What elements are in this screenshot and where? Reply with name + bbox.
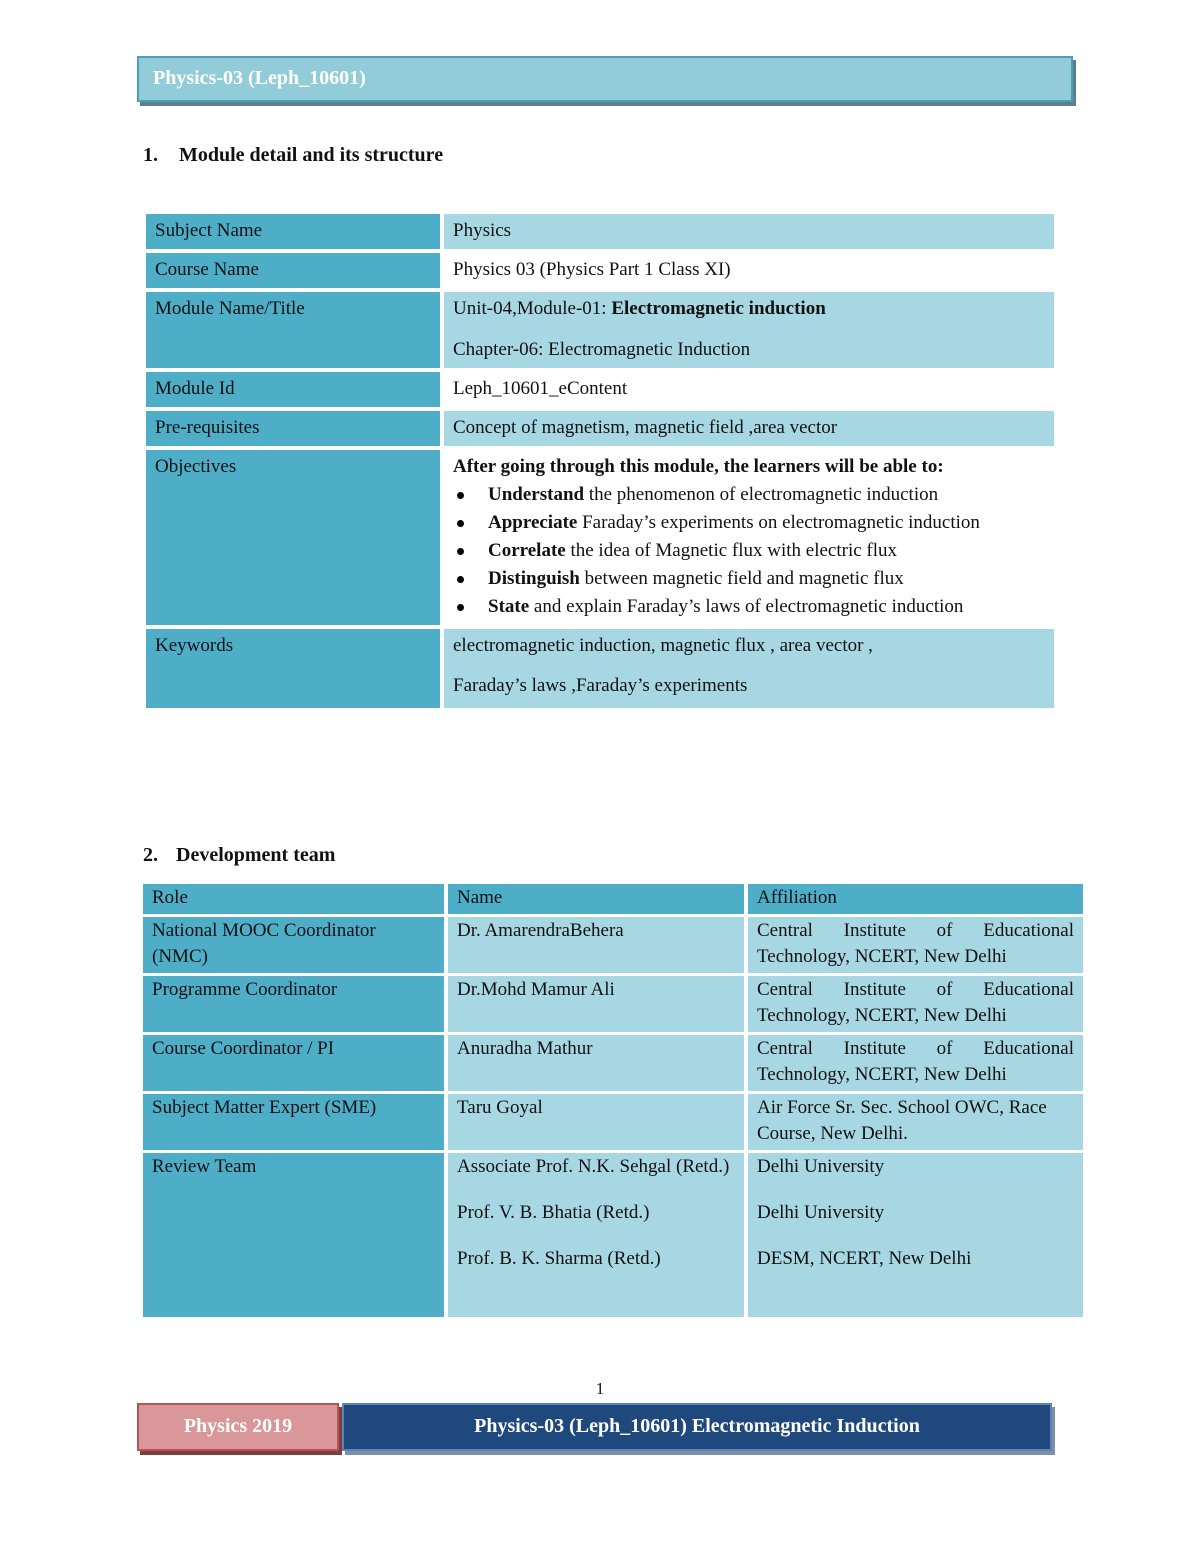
reviewer-name: Associate Prof. N.K. Sehgal (Retd.) <box>457 1156 730 1177</box>
row-label-module-id: Module Id <box>146 372 440 407</box>
module-title-prefix: Unit-04,Module-01: <box>453 298 612 319</box>
table-row <box>146 214 1054 249</box>
table-row <box>146 253 1054 288</box>
table-row <box>146 411 1054 446</box>
cell-name: Anuradha Mathur <box>448 1035 744 1091</box>
table-row <box>143 976 1083 1032</box>
table-row <box>146 292 1054 368</box>
cell-name: Dr.Mohd Mamur Ali <box>448 976 744 1032</box>
objective-text: between magnetic field and magnetic flux <box>579 568 904 589</box>
table-row <box>143 1153 1083 1317</box>
row-label-course: Course Name <box>146 253 440 288</box>
reviewer-name: Prof. V. B. Bhatia (Retd.) <box>457 1202 650 1223</box>
list-item <box>488 565 1045 593</box>
footer-right-banner <box>342 1403 1052 1451</box>
cell-name <box>448 1153 744 1317</box>
table-row <box>143 1035 1083 1091</box>
reviewer-affiliation: Delhi University <box>757 1156 885 1177</box>
cell-role: Programme Coordinator <box>143 976 444 1032</box>
cell-role: Course Coordinator / PI <box>143 1035 444 1091</box>
objective-text: the phenomenon of electromagnetic induction <box>584 484 939 505</box>
section-heading-module-detail <box>143 144 443 167</box>
module-title-bold: Electromagnetic induction <box>611 298 826 319</box>
table-row <box>143 917 1083 973</box>
list-item <box>488 593 1045 621</box>
reviewer-name: Prof. B. K. Sharma (Retd.) <box>457 1248 661 1269</box>
row-value-module-id: Leph_10601_eContent <box>444 372 1054 407</box>
objective-verb: Correlate <box>488 540 566 561</box>
row-value-keywords <box>444 629 1054 708</box>
header-banner <box>137 56 1073 102</box>
objectives-list <box>453 481 1045 621</box>
list-item <box>488 537 1045 565</box>
cell-name: Dr. AmarendraBehera <box>448 917 744 973</box>
list-item <box>488 509 1045 537</box>
row-value-prereq: Concept of magnetism, magnetic field ,area vector <box>444 411 1054 446</box>
section-number: 1. <box>143 144 158 166</box>
cell-role: Subject Matter Expert (SME) <box>143 1094 444 1150</box>
objective-verb: Appreciate <box>488 512 578 533</box>
module-detail-table <box>142 210 1058 712</box>
row-label-module-title: Module Name/Title <box>146 292 440 368</box>
cell-affiliation: Air Force Sr. Sec. School OWC, Race Course, New Delhi. <box>748 1094 1083 1150</box>
reviewer-affiliation: DESM, NCERT, New Delhi <box>757 1248 972 1269</box>
reviewer-affiliation: Delhi University <box>757 1202 885 1223</box>
row-label-subject: Subject Name <box>146 214 440 249</box>
table-row <box>146 450 1054 625</box>
header-title: Physics-03 (Leph_10601) <box>153 67 366 89</box>
section-title: Module detail and its structure <box>179 144 444 166</box>
keywords-line-2: Faraday’s laws ,Faraday’s experiments <box>453 675 748 696</box>
objective-text: Faraday’s experiments on electromagnetic induction <box>577 512 980 533</box>
cell-name: Taru Goyal <box>448 1094 744 1150</box>
row-label-keywords: Keywords <box>146 629 440 708</box>
list-item <box>488 481 1045 509</box>
cell-role: National MOOC Coordinator (NMC) <box>143 917 444 973</box>
development-team-table <box>139 881 1087 1320</box>
section-heading-development-team <box>143 844 335 867</box>
keywords-line-1: electromagnetic induction, magnetic flux , area vector , <box>453 635 873 656</box>
objective-verb: State <box>488 596 530 617</box>
objective-text: and explain Faraday’s laws of electromagnetic induction <box>529 596 964 617</box>
table-header-row <box>143 884 1083 914</box>
table-row <box>146 372 1054 407</box>
row-label-prereq: Pre-requisites <box>146 411 440 446</box>
objectives-intro: After going through this module, the learners will be able to: <box>453 456 944 477</box>
footer-left-banner <box>137 1403 339 1451</box>
row-label-objectives: Objectives <box>146 450 440 625</box>
module-title-line <box>453 295 1045 323</box>
row-value-objectives <box>444 450 1054 625</box>
column-header-affiliation: Affiliation <box>748 884 1083 914</box>
objective-text: the idea of Magnetic flux with electric flux <box>565 540 898 561</box>
cell-affiliation: Central Institute of Educational Technology, NCERT, New Delhi <box>748 976 1083 1032</box>
cell-affiliation: Central Institute of Educational Technology, NCERT, New Delhi <box>748 917 1083 973</box>
table-row <box>146 629 1054 708</box>
row-value-subject: Physics <box>444 214 1054 249</box>
page-number: 1 <box>595 1379 605 1398</box>
column-header-role: Role <box>143 884 444 914</box>
footer-right-text: Physics-03 (Leph_10601) Electromagnetic Induction <box>474 1415 920 1437</box>
objective-verb: Distinguish <box>488 568 580 589</box>
column-header-name: Name <box>448 884 744 914</box>
section-title: Development team <box>176 844 336 866</box>
row-value-module-title <box>444 292 1054 368</box>
objective-verb: Understand <box>488 484 585 505</box>
chapter-line: Chapter-06: Electromagnetic Induction <box>453 339 751 360</box>
row-value-course: Physics 03 (Physics Part 1 Class XI) <box>444 253 1054 288</box>
footer-left-text: Physics 2019 <box>183 1415 293 1437</box>
cell-affiliation <box>748 1153 1083 1317</box>
table-row <box>143 1094 1083 1150</box>
cell-role: Review Team <box>143 1153 444 1317</box>
cell-affiliation: Central Institute of Educational Technology, NCERT, New Delhi <box>748 1035 1083 1091</box>
section-number: 2. <box>143 844 158 866</box>
